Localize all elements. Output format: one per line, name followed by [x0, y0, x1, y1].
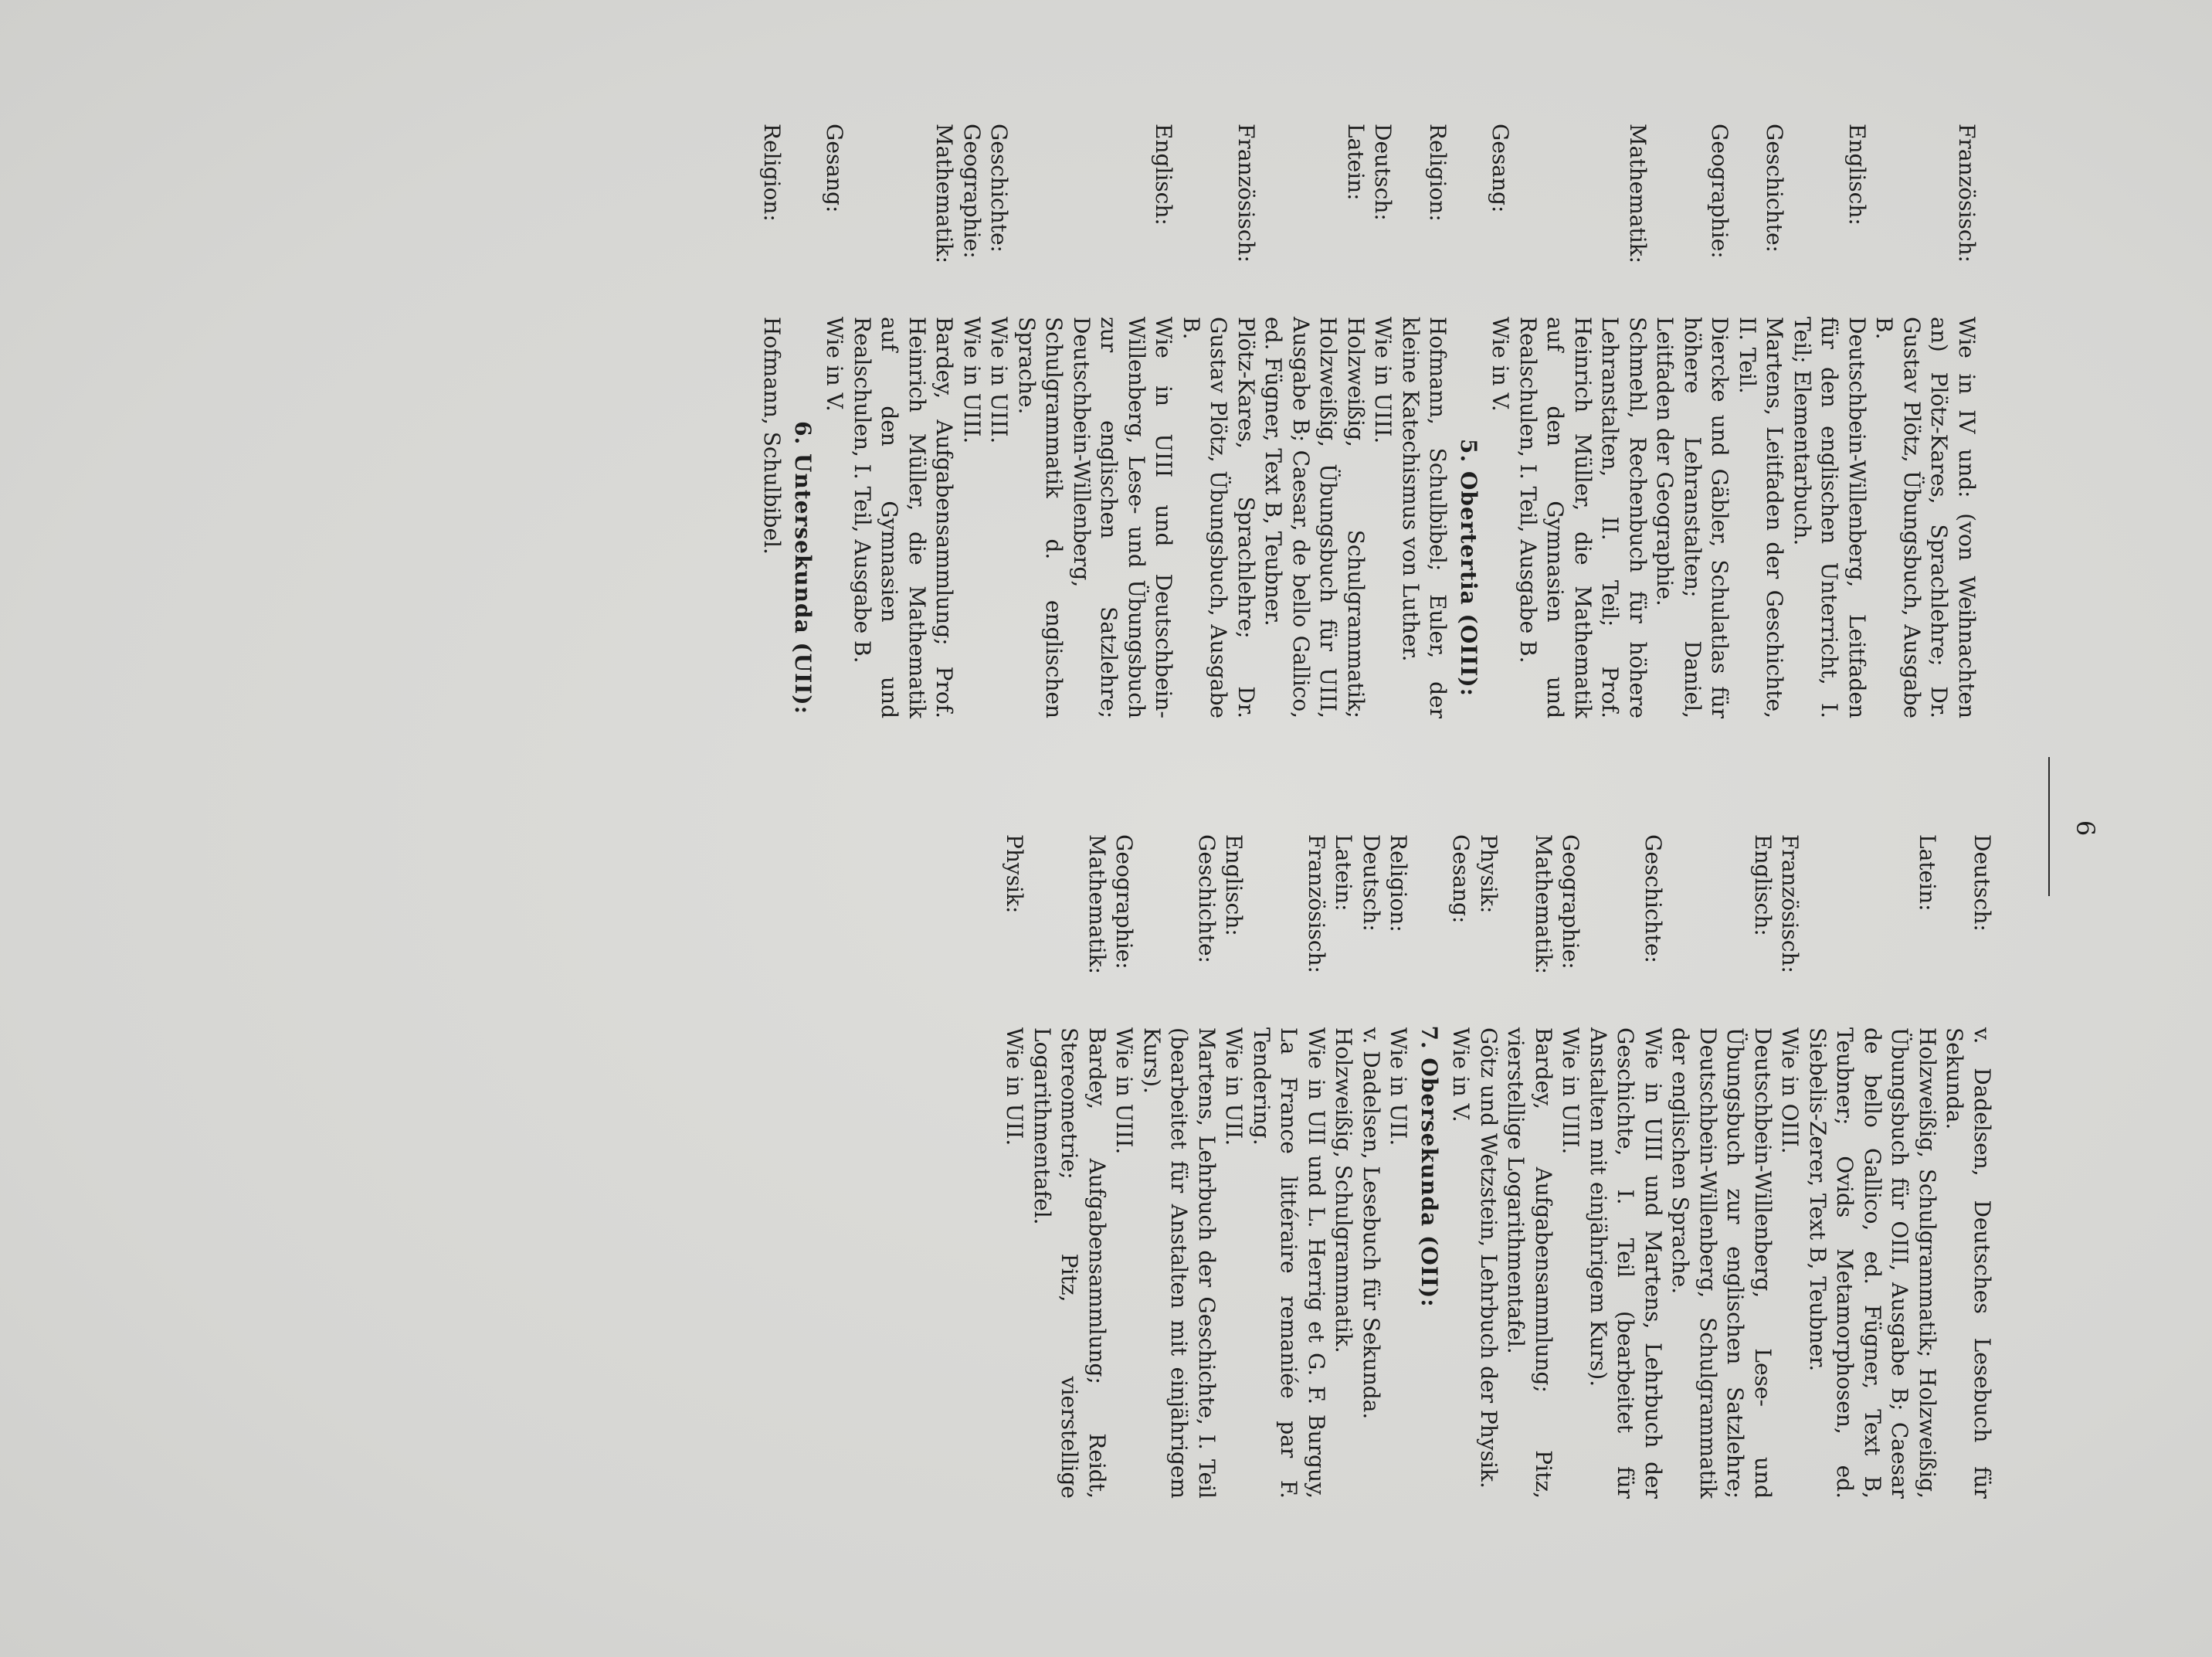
subject-text: Deutschbein-Willenberg, Leitfaden für den englischen Unterricht, I. Teil; Elementarbuch. — [1790, 317, 1870, 718]
subject-text: Wie in V. — [1448, 1027, 1474, 1122]
subject-text: Wie in UII und L. Herrig et G. F. Burguy, La France littéraire remaniée par F. Tendering. — [1249, 1027, 1329, 1499]
subject-label: Geographie: — [1111, 834, 1138, 969]
subject-text: Wie in V. — [822, 317, 848, 412]
entry — [1385, 834, 1413, 1499]
subject-text: Wie in UIII. — [1370, 317, 1396, 444]
subject-text: Hofmann, Schulbibel; Euler, der kleine Katechismus von Luther. — [1398, 317, 1451, 718]
page-number: 6 — [2071, 820, 2100, 837]
subject-text: Holzweißig, Schulgrammatik. — [1331, 1027, 1357, 1353]
section-heading-untersekunda: 6. Untersekunda (UII): — [790, 421, 816, 715]
subject-label: Geographie: — [1707, 124, 1733, 259]
entry — [1138, 834, 1221, 1499]
entry — [1447, 834, 1475, 1499]
subject-text: Martens, Leitfaden der Geschichte, II. Teil. — [1735, 317, 1788, 718]
subject-label: Gesang: — [1448, 834, 1474, 924]
entry — [1358, 834, 1386, 1499]
subject-label: Englisch: — [1750, 834, 1776, 936]
subject-text: Wie in UIII und Deutschbein-Willenberg, Lese- und Übungsbuch zur englischen Satzlehre; Deutschbein-Willenberg, Schulgrammatik d. englischen Sprache. — [1014, 317, 1177, 718]
subject-label: Gesang: — [822, 124, 848, 213]
subject-label: Französisch: — [1304, 834, 1329, 973]
subject-text: Plötz-Kares, Sprachlehre; Dr. Gustav Plötz, Übungsbuch, Ausgabe B. — [1179, 317, 1259, 718]
subject-label: Religion: — [1425, 124, 1451, 222]
subject-text: Wie in UII. — [1002, 1027, 1028, 1146]
subject-text: Wie in UIII. — [1558, 1027, 1584, 1155]
entry — [1220, 834, 1248, 1499]
entry — [1502, 834, 1557, 1499]
subject-label: Französisch: — [1233, 124, 1259, 263]
entry — [1111, 834, 1138, 1499]
subject-text: Schmehl, Rechenbuch für höhere Lehranstalten, II. Teil; Prof. Heinrich Müller, die Mathematik auf den Gymnasien und Realschulen, I. Teil, Ausgabe B. — [1515, 317, 1651, 718]
section-heading-obersekunda: 7. Obersekunda (OII): — [1416, 1025, 1442, 1308]
subject-label: Mathematik: — [1084, 834, 1110, 975]
subject-text: Wie in UIII. — [1111, 1027, 1138, 1155]
entry — [1475, 834, 1503, 1499]
subject-text: Wie in V. — [1488, 317, 1514, 412]
entry — [1776, 834, 1804, 1499]
subject-label: Physik: — [1476, 834, 1501, 914]
subject-label: Gesang: — [1488, 124, 1514, 213]
subject-label: Mathematik: — [931, 124, 958, 264]
entry — [1585, 834, 1667, 1499]
subject-text: Holzweißig, Schulgrammatik; Holzweißig, Übungsbuch für OIII, Ausgabe B; Caesar de bello Gallico, ed. Fügner, Text B, Teubner; Ovids Metamorphosen, ed. Siebelis-Zerer, Text B, Teubner. — [1805, 1027, 1940, 1499]
entry — [1557, 834, 1585, 1499]
subject-label: Deutsch: — [1370, 124, 1396, 221]
subject-label: Englisch: — [1151, 124, 1177, 226]
subject-text: Wie in OIII. — [1777, 1027, 1803, 1154]
entry — [1941, 834, 1996, 1499]
subject-label: Latein: — [1915, 834, 1940, 912]
subject-label: Mathematik: — [1625, 124, 1651, 264]
subject-text: Hofmann, Schulbibel. — [759, 317, 785, 555]
entry — [1029, 834, 1111, 1499]
subject-label: Latein: — [1343, 124, 1369, 201]
subject-text: Bardey, Aufgabensammlung; Reidt, Stereometrie; Pitz, vierstellige Logarithmentafel. — [1030, 1027, 1110, 1499]
subject-text: Wie in UII. — [1221, 1027, 1247, 1146]
subject-text: Bardey, Aufgabensammlung; Prof. Heinrich Müller, die Mathematik auf den Gymnasien und Realschulen, I. Teil, Ausgabe B. — [850, 317, 958, 718]
subject-label: Religion: — [759, 124, 785, 222]
subject-text: Martens, Lehrbuch der Geschichte, I. Teil (bearbeitet für Anstalten mit einjährigem Kurs). — [1139, 1027, 1220, 1499]
subject-label: Französisch: — [1954, 124, 1980, 263]
entry — [1330, 834, 1358, 1499]
subject-text: Wie in IV und: (von Weihnachten an) Plötz-Kares, Sprachlehre; Dr. Gustav Plötz, Übungsbuch, Ausgabe B. — [1871, 317, 1980, 718]
entry — [1667, 834, 1776, 1499]
subject-text: Götz und Wetzstein, Lehrbuch der Physik. — [1476, 1027, 1501, 1489]
subject-label: Englisch: — [1221, 834, 1247, 936]
subject-text: v. Dadelsen, Lesebuch für Sekunda. — [1359, 1027, 1384, 1420]
subject-text: Bardey, Aufgabensammlung; Pitz, vierstellige Logarithmentafel. — [1503, 1027, 1556, 1499]
subject-label: Physik: — [1002, 834, 1028, 914]
subject-label: Religion: — [1386, 834, 1412, 932]
subject-label: Geographie: — [1558, 834, 1584, 969]
subject-text: Wie in UIII. — [986, 317, 1013, 444]
subject-label: Mathematik: — [1531, 834, 1556, 975]
subject-text: Wie in UIII und Martens, Lehrbuch der Geschichte, I. Teil (bearbeitet für Anstalten mit einjährigem Kurs). — [1586, 1027, 1666, 1499]
subject-text: Wie in UII. — [1386, 1027, 1412, 1146]
subject-text: v. Dadelsen, Deutsches Lesebuch für Sekunda. — [1942, 1027, 1995, 1499]
entry — [758, 124, 786, 1012]
subject-text: Wie in UIII. — [959, 317, 985, 444]
subject-label: Französisch: — [1777, 834, 1803, 973]
subject-label: Geschichte: — [1640, 834, 1666, 963]
subject-label: Geographie: — [959, 124, 985, 259]
page-number-rule — [2048, 757, 2050, 896]
entry — [1001, 834, 1029, 1499]
subject-text: Holzweißig, Schulgrammatik; Holzweißig, Übungsbuch für UIII, Ausgabe B; Caesar, de bello Gallico, ed. Fügner, Text B, Teubner. — [1260, 317, 1369, 718]
subject-text: Diercke und Gäbler, Schulatlas für höhere Lehranstalten; Daniel, Leitfaden der Geographie. — [1652, 317, 1733, 718]
section-heading-obertertia: 5. Obertertia (OIII): — [1456, 439, 1481, 697]
subject-label: Englisch: — [1844, 124, 1870, 226]
entry — [849, 124, 958, 1012]
subject-label: Geschichte: — [986, 124, 1013, 253]
entry — [821, 124, 849, 1012]
subject-label: Latein: — [1331, 834, 1357, 912]
entry — [958, 124, 986, 1012]
subject-label: Geschichte: — [1194, 834, 1220, 963]
right-column — [1001, 834, 1996, 1499]
entry — [1248, 834, 1331, 1499]
subject-label: Deutsch: — [1359, 834, 1384, 932]
entry — [1804, 834, 1942, 1499]
subject-label: Deutsch: — [1969, 834, 1995, 932]
subject-label: Geschichte: — [1762, 124, 1788, 253]
subject-text: Deutschbein-Willenberg, Lese- und Übungsbuch zur englischen Satzlehre; Deutschbein-Willenberg, Schulgrammatik der englischen Sprache. — [1667, 1027, 1776, 1499]
